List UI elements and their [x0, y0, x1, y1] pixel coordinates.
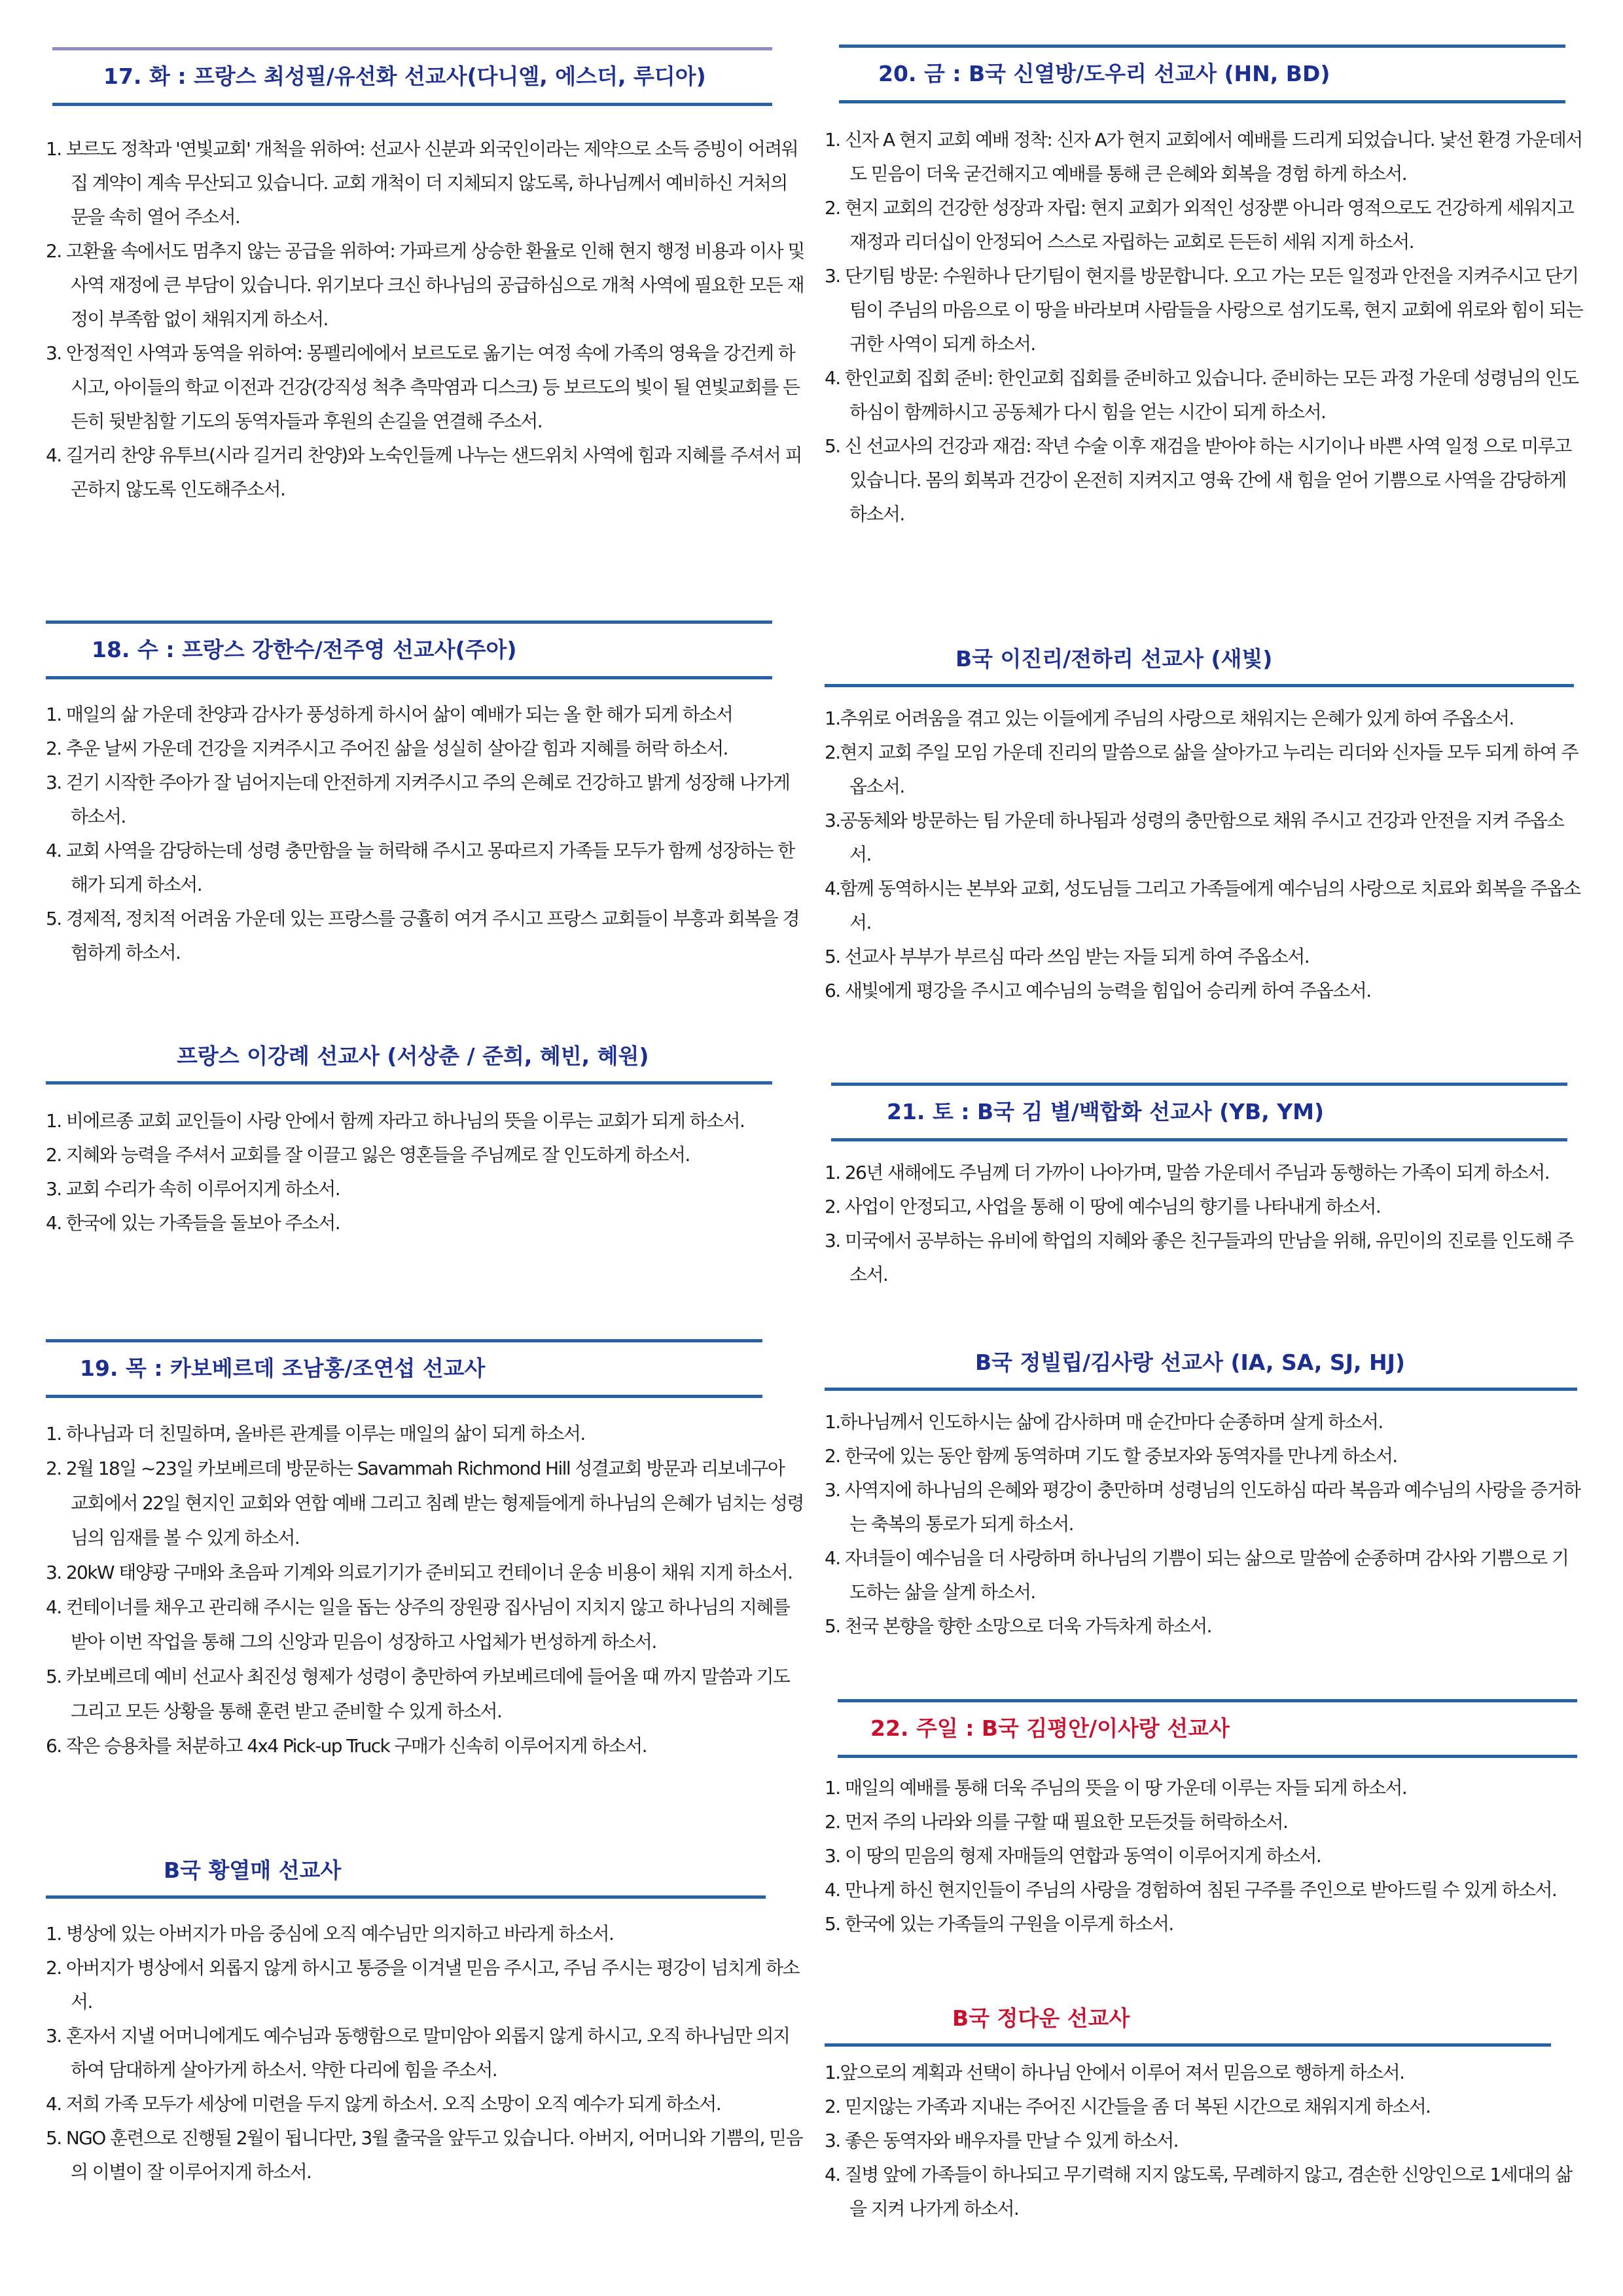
prayer-item: 1. 매일의 예배를 통해 더욱 주님의 뜻을 이 땅 가운데 이루는 자들 되게 하소서.: [825, 1777, 1407, 1799]
prayer-list: [46, 1416, 805, 1763]
prayer-item: 3. 사역지에 하나님의 은혜와 평강이 충만하며 성령님의 인도하심 따라 복음과 예수님의 사랑을 증거하는 축복의 통로가 되게 하소서.: [825, 1479, 1580, 1535]
prayer-list: [46, 1917, 805, 2189]
section-title: 22. 주일 : B국 김평안/이사랑 선교사: [870, 1715, 1230, 1741]
prayer-item: 5. 선교사 부부가 부르심 따라 쓰임 받는 자들 되게 하여 주옵소서.: [825, 946, 1310, 967]
section-20-b: [825, 645, 1584, 1008]
section-18-b: [46, 1042, 805, 1240]
prayer-list: [46, 698, 805, 970]
prayer-item: 2. 고환율 속에서도 멈추지 않는 공급을 위하여: 가파르게 상승한 환율로 인해 현지 행정 비용과 이사 및 사역 재정에 큰 부담이 있습니다. 위기보다 크신 하나님의 공급하심으로 개척 사역에 필요한 모든 재정이 부족함 없이 채워지게 하소서.: [46, 240, 804, 330]
section-title: 17. 화 : 프랑스 최성필/유선화 선교사(다니엘, 에스더, 루디아): [103, 63, 706, 89]
prayer-item: 3. 좋은 동역자와 배우자를 만날 수 있게 하소서.: [825, 2130, 1178, 2151]
prayer-list: [825, 1156, 1584, 1292]
prayer-item: 1.추위로 어려움을 겪고 있는 이들에게 주님의 사랑으로 채워지는 은혜가 있게 하여 주옵소서.: [825, 708, 1514, 729]
header-rule-bottom: [46, 1395, 762, 1398]
prayer-item: 4. 만나게 하신 현지인들이 주님의 사랑을 경험하여 침된 구주를 주인으로 받아드릴 수 있게 하소서.: [825, 1879, 1557, 1901]
header-rule-bottom: [831, 1138, 1567, 1141]
section-21-b: [825, 1348, 1584, 1643]
section-18: [46, 620, 805, 970]
prayer-item: 2.현지 교회 주일 모임 가운데 진리의 말씀으로 삶을 살아가고 누리는 리더와 신자들 모두 되게 하여 주옵소서.: [825, 742, 1578, 797]
section-title: B국 이진리/전하리 선교사 (새빛): [955, 646, 1273, 672]
prayer-item: 3. 20kW 태양광 구매와 초음파 기계와 의료기기가 준비되고 컨테이너 운송 비용이 채워 지게 하소서.: [46, 1562, 793, 1583]
prayer-item: 2. 지혜와 능력을 주셔서 교회를 잘 이끌고 잃은 영혼들을 주님께로 잘 인도하게 하소서.: [46, 1144, 690, 1166]
prayer-list: [825, 1771, 1584, 1941]
prayer-item: 2. 추운 날씨 가운데 건강을 지켜주시고 주어진 삶을 성실히 살아갈 힘과 지혜를 허락 하소서.: [46, 738, 728, 759]
prayer-list: [46, 132, 805, 507]
prayer-item: 5. 경제적, 정치적 어려움 가운데 있는 프랑스를 긍휼히 여겨 주시고 프랑스 교회들이 부흥과 회복을 경험하게 하소서.: [46, 908, 799, 963]
prayer-item: 1.하나님께서 인도하시는 삶에 감사하며 매 순간마다 순종하며 살게 하소서.: [825, 1411, 1383, 1433]
prayer-item: 1. 보르도 정착과 '연빛교회' 개척을 위하여: 선교사 신분과 외국인이라는 제약으로 소득 증빙이 어려워 집 계약이 계속 무산되고 있습니다. 교회 개척이 더 지체되지 않도록, 하나님께서 예비하신 거처의 문을 속히 열어 주소서.: [46, 138, 798, 228]
prayer-item: 3. 교회 수리가 속히 이루어지게 하소서.: [46, 1178, 340, 1200]
section-21: [825, 1083, 1584, 1292]
prayer-item: 5. 신 선교사의 건강과 재검: 작년 수술 이후 재검을 받아야 하는 시기이나 바쁜 사역 일정 으로 미루고 있습니다. 몸의 회복과 건강이 온전히 지켜지고 영육 간에 새 힘을 얻어 기쁨으로 사역을 감당하게 하소서.: [825, 435, 1571, 525]
prayer-item: 3. 혼자서 지낼 어머니에게도 예수님과 동행함으로 말미암아 외롭지 않게 하시고, 오직 하나님만 의지하여 담대하게 살아가게 하소서. 약한 다리에 힘을 주소서.: [46, 2025, 790, 2081]
prayer-item: 3.공동체와 방문하는 팀 가운데 하나됨과 성령의 충만함으로 채워 주시고 건강과 안전을 지켜 주옵소서.: [825, 810, 1564, 865]
section-title: 18. 수 : 프랑스 강한수/전주영 선교사(주아): [92, 637, 517, 662]
prayer-list: [46, 1104, 805, 1240]
prayer-item: 5. NGO 훈련으로 진행될 2월이 됩니다만, 3월 출국을 앞두고 있습니다. 아버지, 어머니와 기쁨의, 믿음의 이별이 잘 이루어지게 하소서.: [46, 2127, 803, 2183]
prayer-list: [825, 2056, 1584, 2226]
prayer-item: 1. 26년 새해에도 주님께 더 가까이 나아가며, 말씀 가운데서 주님과 동행하는 가족이 되게 하소서.: [825, 1162, 1550, 1183]
section-title: B국 정빌립/김사랑 선교사 (IA, SA, SJ, HJ): [975, 1350, 1405, 1375]
prayer-item: 2. 먼저 주의 나라와 의를 구할 때 필요한 모든것들 허락하소서.: [825, 1811, 1288, 1833]
prayer-item: 1.앞으로의 계획과 선택이 하나님 안에서 이루어 져서 믿음으로 행하게 하소서.: [825, 2062, 1404, 2083]
prayer-list: [825, 1405, 1584, 1643]
prayer-item: 6. 새빛에게 평강을 주시고 예수님의 능력을 힘입어 승리케 하여 주옵소서.: [825, 980, 1371, 1001]
prayer-item: 3. 단기팀 방문: 수원하나 단기팀이 현지를 방문합니다. 오고 가는 모든 일정과 안전을 지켜주시고 단기팀이 주님의 마음으로 이 땅을 바라보며 사람들을 사랑으로 섬기도록, 현지 교회에 위로와 힘이 되는 귀한 사역이 되게 하소서.: [825, 265, 1583, 355]
prayer-item: 2. 현지 교회의 건강한 성장과 자립: 현지 교회가 외적인 성장뿐 아니라 영적으로도 건강하게 세워지고 재정과 리더십이 안정되어 스스로 자립하는 교회로 든든히 세워 지게 하소서.: [825, 197, 1574, 253]
prayer-item: 5. 카보베르데 예비 선교사 최진성 형제가 성령이 충만하여 카보베르데에 들어올 때 까지 말씀과 기도 그리고 모든 상황을 통해 훈련 받고 준비할 수 있게 하소서.: [46, 1666, 790, 1722]
prayer-list: [825, 702, 1584, 1008]
section-19: [46, 1339, 805, 1763]
prayer-list: [825, 123, 1584, 531]
section-title: B국 황열매 선교사: [164, 1857, 342, 1883]
section-22-b: [825, 2004, 1584, 2226]
prayer-item: 1. 신자 A 현지 교회 예배 정착: 신자 A가 현지 교회에서 예배를 드리게 되었습니다. 낯선 환경 가운데서도 믿음이 더욱 굳건해지고 예배를 통해 큰 은혜와 회복을 경험 하게 하소서.: [825, 129, 1582, 185]
section-title: B국 정다운 선교사: [952, 2005, 1130, 2031]
prayer-item: 3. 안정적인 사역과 동역을 위하여: 몽펠리에에서 보르도로 옮기는 여정 속에 가족의 영육을 강건케 하시고, 아이들의 학교 이전과 건강(강직성 척추 측막염과 디스크) 등 보르도의 빛이 될 연빛교회를 든든히 뒷받침할 기도의 동역자들과 후원의 손길을 연결해 주소서.: [46, 342, 800, 432]
header-rule-bottom: [839, 100, 1565, 103]
prayer-item: 1. 병상에 있는 아버지가 마음 중심에 오직 예수님만 의지하고 바라게 하소서.: [46, 1923, 614, 1945]
prayer-item: 5. 한국에 있는 가족들의 구원을 이루게 하소서.: [825, 1913, 1173, 1935]
prayer-item: 4. 한국에 있는 가족들을 돌보아 주소서.: [46, 1212, 340, 1234]
prayer-item: 2. 믿지않는 가족과 지내는 주어진 시간들을 좀 더 복된 시간으로 채워지게 하소서.: [825, 2096, 1431, 2117]
prayer-item: 6. 작은 승용차를 처분하고 4x4 Pick-up Truck 구매가 신속히 이루어지게 하소서.: [46, 1735, 647, 1757]
header-rule-bottom: [838, 1755, 1577, 1758]
prayer-item: 4. 한인교회 집회 준비: 한인교회 집회를 준비하고 있습니다. 준비하는 모든 과정 가운데 성령님의 인도하심이 함께하시고 공동체가 다시 힘을 얻는 시간이 되게 하소서.: [825, 367, 1578, 423]
section-title: 프랑스 이강례 선교사 (서상춘 / 준희, 혜빈, 혜원): [177, 1043, 649, 1069]
prayer-item: 4. 길거리 찬양 유투브(시라 길거리 찬양)와 노숙인들께 나누는 샌드위치 사역에 힘과 지혜를 주셔서 피곤하지 않도록 인도해주소서.: [46, 444, 802, 500]
prayer-item: 4. 저희 가족 모두가 세상에 미련을 두지 않게 하소서. 오직 소망이 오직 예수가 되게 하소서.: [46, 2093, 721, 2115]
prayer-item: 2. 사업이 안정되고, 사업을 통해 이 땅에 예수님의 향기를 나타내게 하소서.: [825, 1196, 1381, 1217]
prayer-item: 1. 매일의 삶 가운데 찬양과 감사가 풍성하게 하시어 삶이 예배가 되는 올 한 해가 되게 하소서: [46, 704, 733, 725]
prayer-item: 2. 아버지가 병상에서 외롭지 않게 하시고 통증을 이겨낼 믿음 주시고, 주님 주시는 평강이 넘치게 하소서.: [46, 1957, 799, 2013]
header-rule-bottom: [46, 676, 772, 679]
section-19-b: [46, 1856, 805, 2189]
section-20: [825, 45, 1584, 531]
prayer-item: 2. 2월 18일 ~23일 카보베르데 방문하는 Savammah Richmond Hill 성결교회 방문과 리보네구아 교회에서 22일 현지인 교회와 연합 예배 그리고 침례 받는 형제들에게 하나님의 은혜가 넘치는 성령님의 임재를 볼 수 있게 하소서.: [46, 1458, 804, 1549]
prayer-item: 1. 하나님과 더 친밀하며, 올바른 관계를 이루는 매일의 삶이 되게 하소서.: [46, 1423, 585, 1444]
prayer-item: 3. 이 땅의 믿음의 형제 자매들의 연합과 동역이 이루어지게 하소서.: [825, 1845, 1321, 1867]
prayer-item: 3. 미국에서 공부하는 유비에 학업의 지혜와 좋은 친구들과의 만남을 위해, 유민이의 진로를 인도해 주소서.: [825, 1230, 1573, 1285]
prayer-item: 1. 비에르종 교회 교인들이 사랑 안에서 함께 자라고 하나님의 뜻을 이루는 교회가 되게 하소서.: [46, 1110, 745, 1132]
prayer-item: 4. 자녀들이 예수님을 더 사랑하며 하나님의 기쁨이 되는 삶으로 말씀에 순종하며 감사와 기쁨으로 기도하는 삶을 살게 하소서.: [825, 1547, 1569, 1603]
prayer-item: 4. 컨테이너를 채우고 관리해 주시는 일을 돕는 상주의 장원광 집사님이 지치지 않고 하나님의 지혜를 받아 이번 작업을 통해 그의 신앙과 믿음이 성장하고 사업체가 번성하게 하소서.: [46, 1596, 790, 1653]
section-title: 20. 금 : B국 신열방/도우리 선교사 (HN, BD): [878, 61, 1330, 86]
section-title: 21. 토 : B국 김 별/백합화 선교사 (YB, YM): [887, 1099, 1325, 1124]
prayer-item: 4. 교회 사역을 감당하는데 성령 충만함을 늘 허락해 주시고 몽따르지 가족들 모두가 함께 성장하는 한 해가 되게 하소서.: [46, 840, 794, 895]
header-rule: [46, 1081, 772, 1085]
prayer-item: 2. 한국에 있는 동안 함께 동역하며 기도 할 중보자와 동역자를 만나게 하소서.: [825, 1445, 1397, 1467]
prayer-item: 4. 질병 앞에 가족들이 하나되고 무기력해 지지 않도록, 무례하지 않고, 겸손한 신앙인으로 1세대의 삶을 지켜 나가게 하소서.: [825, 2164, 1572, 2219]
header-rule: [825, 684, 1574, 687]
header-rule-bottom: [52, 103, 772, 106]
prayer-item: 5. 천국 본향을 향한 소망으로 더욱 가득차게 하소서.: [825, 1615, 1211, 1637]
section-title: 19. 목 : 카보베르데 조남홍/조연섭 선교사: [80, 1355, 486, 1381]
header-rule: [46, 1895, 766, 1899]
prayer-item: 4.함께 동역하시는 본부와 교회, 성도님들 그리고 가족들에게 예수님의 사랑으로 치료와 회복을 주옵소서.: [825, 878, 1580, 933]
header-rule: [825, 2043, 1551, 2047]
section-17: [46, 47, 805, 507]
section-22: [825, 1699, 1584, 1941]
prayer-item: 3. 걷기 시작한 주아가 잘 넘어지는데 안전하게 지켜주시고 주의 은혜로 건강하고 밝게 성장해 나가게 하소서.: [46, 772, 790, 827]
header-rule: [825, 1388, 1577, 1391]
